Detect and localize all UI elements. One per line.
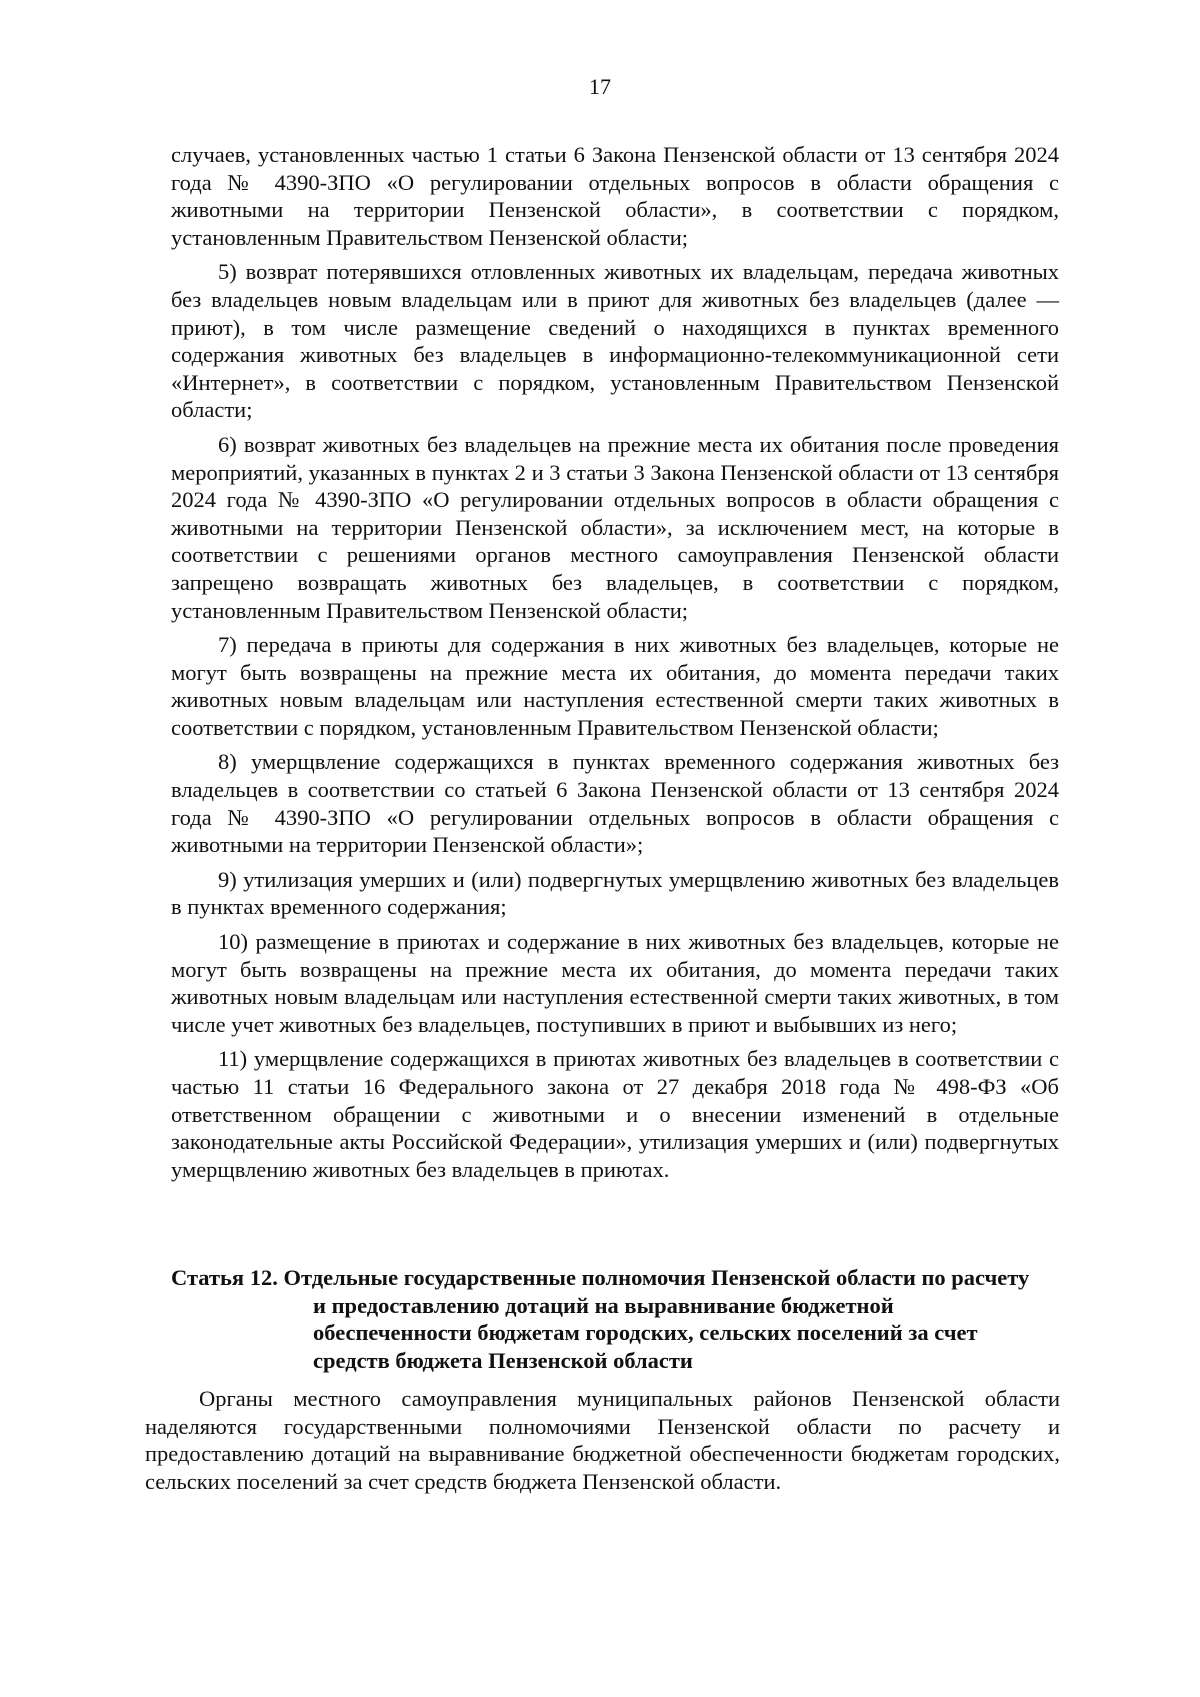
list-item-8: 8) умерщвление содержащихся в пунктах временного содержания животных без владельцев в соответствии со статьей 6 Закона Пензенской области от 13 сентября 2024 года № 4390-ЗПО «О регулировании отдельных вопросов в области обращения с животными на территории Пензенской области»; xyxy=(171,749,1059,858)
list-item-11: 11) умерщвление содержащихся в приютах животных без владельцев в соответствии с частью 11 статьи 16 Федерального закона от 27 декабря 2018 года № 498-ФЗ «Об ответственном обращении с животными и о внесении изменений в отдельные законодательные акты Российской Федерации», утилизация умерших и (или) подвергнутых умерщвлению животных без владельцев в приютах. xyxy=(171,1046,1059,1182)
list-item-7: 7) передача в приюты для содержания в них животных без владельцев, которые не могут быть возвращены на прежние места их обитания, до момента передачи таких животных новым владельцам или наступления естественной смерти таких животных в соответствии с порядком, установленным Правительством Пензенской области; xyxy=(171,632,1059,740)
article-12-body xyxy=(145,1385,1060,1502)
page-number: 17 xyxy=(589,74,611,99)
list-item-10: 10) размещение в приютах и содержание в них животных без владельцев, которые не могут быть возвращены на прежние места их обитания, до момента передачи таких животных новым владельцам или наступления естественной смерти таких животных, в том числе учет животных без владельцев, поступивших в приют и выбывших из него; xyxy=(171,929,1059,1037)
document-body xyxy=(171,141,1059,1190)
article-12 xyxy=(171,1264,1059,1390)
article-paragraph: Органы местного самоуправления муниципальных районов Пензенской области наделяются государственными полномочиями Пензенской области по расчету и предоставлению дотаций на выравнивание бюджетной обеспеченности бюджетам городских, сельских поселений за счет средств бюджета Пензенской области. xyxy=(145,1386,1060,1494)
paragraph-continuation: случаев, установленных частью 1 статьи 6 Закона Пензенской области от 13 сентября 2024 года № 4390-ЗПО «О регулировании отдельных вопросов в области обращения с животными на территории Пензенской области», в соответствии с порядком, установленным Правительством Пензенской области; xyxy=(171,142,1059,250)
list-item-6: 6) возврат животных без владельцев на прежние места их обитания после проведения мероприятий, указанных в пунктах 2 и 3 статьи 3 Закона Пензенской области от 13 сентября 2024 года № 4390-ЗПО «О регулировании отдельных вопросов в области обращения с животными на территории Пензенской области», за исключением мест, на которые в соответствии с решениями органов местного самоуправления Пензенской области запрещено возвращать животных без владельцев, в соответствии с порядком, установленным Правительством Пензенской области; xyxy=(171,431,1059,623)
article-title: Статья 12. Отдельные государственные полномочия Пензенской области по расчету и предоставлению дотаций на выравнивание бюджетной обеспеченности бюджетам городских, сельских поселений за счет средств бюджета Пензенской области xyxy=(171,1265,1030,1373)
list-item-9: 9) утилизация умерших и (или) подвергнутых умерщвлению животных без владельцев в пунктах временного содержания; xyxy=(171,866,1059,920)
list-item-5: 5) возврат потерявшихся отловленных животных их владельцам, передача животных без владельцев новым владельцам или в приют для животных без владельцев (далее — приют), в том числе размещение сведений о находящихся в пунктах временного содержания животных без владельцев в информационно-телекоммуникационной сети «Интернет», в соответствии с порядком, установленным Правительством Пензенской области; xyxy=(171,259,1059,423)
